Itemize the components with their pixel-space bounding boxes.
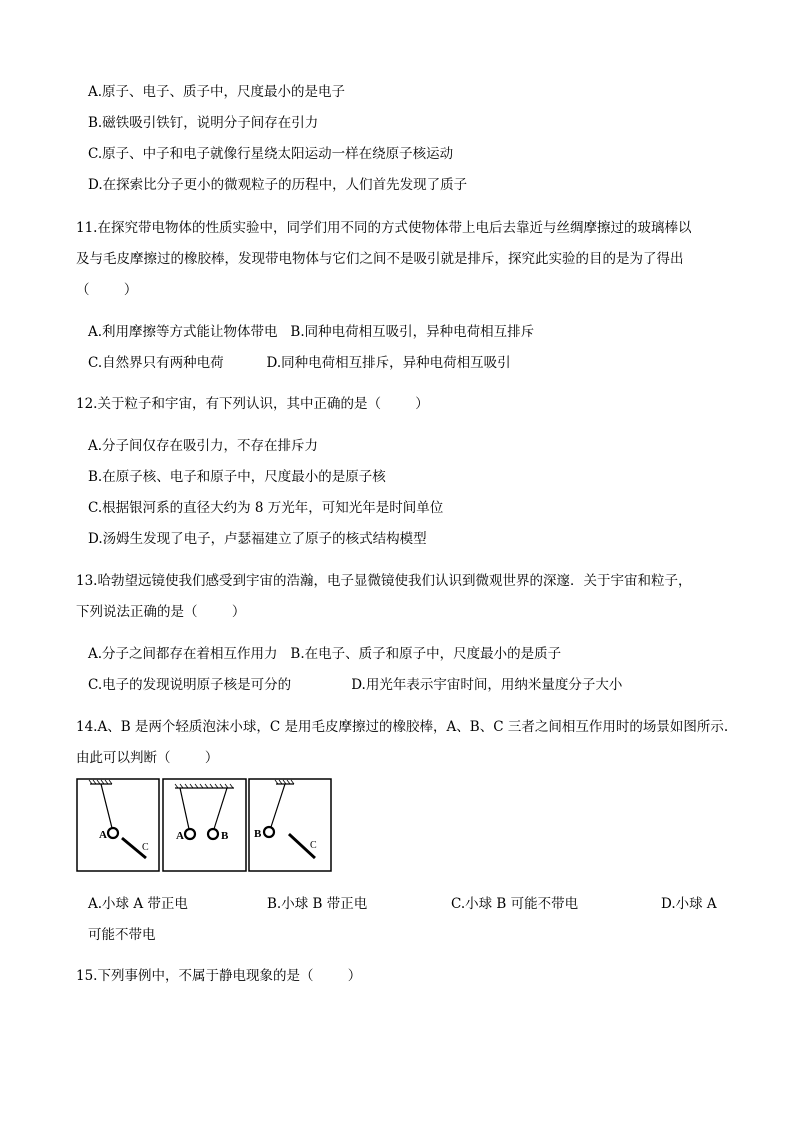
q14-option-d-cont: 可能不带电 (88, 927, 156, 943)
label-c: C (142, 842, 149, 853)
q11-stem-line1: 11.在探究带电物体的性质实验中，同学们用不同的方式使物体带上电后去靠近与丝绸摩擦过的玻璃棒以 (76, 220, 692, 236)
q15-stem: 15.下列事例中，不属于静电现象的是（ ） (76, 968, 362, 984)
label-a: A (99, 829, 107, 841)
label-b: B (254, 828, 262, 840)
ball-b (208, 829, 218, 839)
q11-options-cd: C.自然界只有两种电荷 D.同种电荷相互排斥，异种电荷相互吸引 (88, 355, 511, 371)
q12-option-d: D.汤姆生发现了电子，卢瑟福建立了原子的核式结构模型 (88, 531, 427, 547)
q12-option-a: A.分子间仅存在吸引力，不存在排斥力 (88, 438, 319, 454)
q13-stem-line1: 13.哈勃望远镜使我们感受到宇宙的浩瀚，电子显微镜使我们认识到微观世界的深邃．关于宇宙和粒子， (76, 573, 692, 589)
q10-option-d: D.在探索比分子更小的微观粒子的历程中，人们首先发现了质子 (88, 177, 468, 193)
q14-stem-line1: 14.A、B 是两个轻质泡沫小球，C 是用毛皮摩擦过的橡胶棒，A、B、C 三者之间相互作用时的场景如图所示. (76, 719, 729, 735)
figure-panel-2 (163, 779, 246, 871)
q11-options-ab: A.利用摩擦等方式能让物体带电 B.同种电荷相互吸引，异种电荷相互排斥 (88, 324, 535, 340)
q13-options-cd: C.电子的发现说明原子核是可分的 D.用光年表示宇宙时间，用纳米量度分子大小 (88, 677, 623, 693)
q10-option-c: C.原子、中子和电子就像行星绕太阳运动一样在绕原子核运动 (88, 146, 454, 162)
q10-option-b: B.磁铁吸引铁钉，说明分子间存在引力 (88, 115, 319, 131)
q11-stem-line3: （ ） (76, 282, 138, 298)
q11-stem-line2: 及与毛皮摩擦过的橡胶棒，发现带电物体与它们之间不是吸引就是排斥，探究此实验的目的是为了得出 (76, 251, 684, 267)
q13-options-ab: A.分子之间都存在着相互作用力 B.在电子、质子和原子中，尺度最小的是质子 (88, 646, 562, 662)
q14-option-b: B.小球 B 带正电 (267, 896, 368, 912)
q12-option-b: B.在原子核、电子和原子中，尺度最小的是原子核 (88, 469, 386, 485)
ball-a (108, 828, 118, 838)
label-a: A (176, 830, 184, 842)
label-c: C (310, 840, 317, 851)
figure-panel-1 (77, 779, 159, 871)
figure-panel-3 (249, 779, 331, 871)
ball-a (185, 829, 195, 839)
q14-figure (76, 778, 332, 872)
q14-option-c: C.小球 B 可能不带电 (451, 896, 579, 912)
label-b: B (221, 830, 229, 842)
q14-stem-line2: 由此可以判断（ ） (76, 750, 219, 766)
q10-option-a: A.原子、电子、质子中，尺度最小的是电子 (88, 84, 346, 100)
q12-option-c: C.根据银河系的直径大约为 8 万光年，可知光年是时间单位 (88, 500, 444, 516)
q14-option-a: A.小球 A 带正电 (88, 896, 188, 912)
ball-b (264, 827, 274, 837)
q14-option-d: D.小球 A (661, 896, 717, 912)
q13-stem-line2: 下列说法正确的是（ ） (76, 604, 246, 620)
q12-stem: 12.关于粒子和宇宙，有下列认识，其中正确的是（ ） (76, 396, 429, 412)
